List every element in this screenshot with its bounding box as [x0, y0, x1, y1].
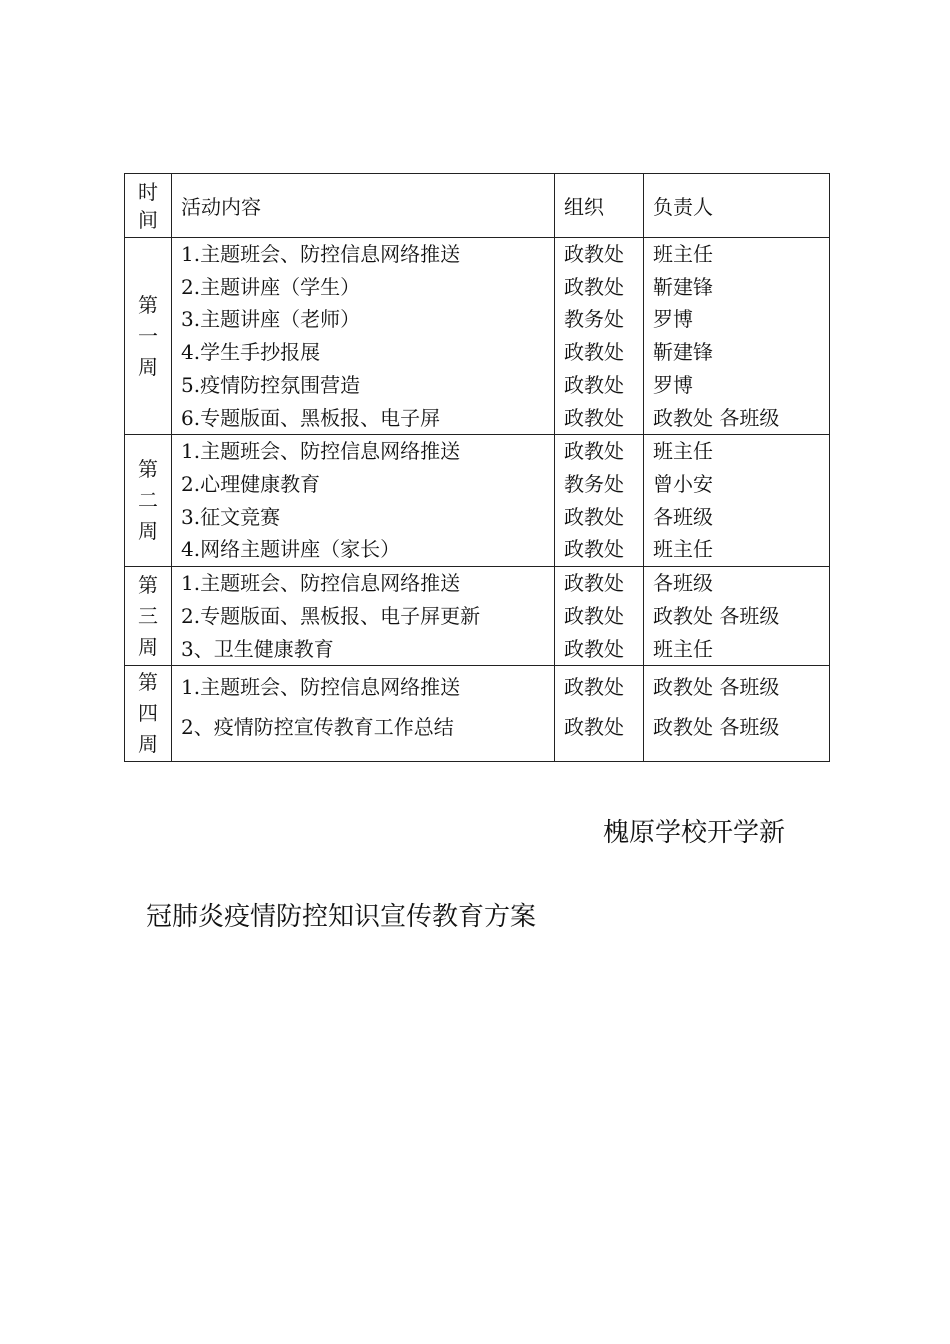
- activity-item: 2、疫情防控宣传教育工作总结: [181, 715, 454, 740]
- header-content: 活动内容: [172, 174, 555, 238]
- header-time-char: 间: [138, 207, 158, 232]
- person-list: [644, 567, 830, 666]
- person-item: 政教处 各班级: [653, 603, 780, 628]
- org-item: 政教处: [564, 603, 624, 628]
- org-item: 政教处: [564, 242, 624, 266]
- table-row-week-3: [125, 567, 830, 666]
- org-item: 教务处: [564, 307, 624, 332]
- person-item: 曾小安: [653, 472, 713, 497]
- week-label-char: 三: [138, 603, 158, 628]
- table-row-week-2: [125, 435, 830, 567]
- activity-list: [172, 666, 555, 762]
- header-person: 负责人: [644, 174, 830, 238]
- person-item: 班主任: [653, 439, 713, 464]
- person-item: 靳建锋: [653, 340, 713, 365]
- activity-item: 1.主题班会、防控信息网络推送: [181, 571, 461, 596]
- week-label-char: 周: [138, 634, 158, 659]
- person-item: 罗博: [653, 372, 693, 397]
- org-item: 政教处: [564, 537, 624, 562]
- org-item: 政教处: [564, 715, 624, 740]
- activity-list: [172, 567, 555, 666]
- table-row-week-1: [125, 238, 830, 435]
- org-item: 政教处: [564, 675, 624, 700]
- week-label: [125, 666, 172, 762]
- org-item: 政教处: [564, 439, 624, 464]
- org-list: [555, 238, 644, 435]
- document-title-line-2: 冠肺炎疫情防控知识宣传教育方案: [146, 902, 537, 932]
- person-item: 班主任: [653, 537, 713, 562]
- week-label-char: 第: [138, 670, 158, 695]
- week-label: [125, 567, 172, 666]
- person-item: 政教处 各班级: [653, 405, 780, 430]
- week-label-char: 第: [138, 457, 158, 482]
- week-label-char: 一: [138, 323, 158, 348]
- person-list: [644, 666, 830, 762]
- activity-item: 4.网络主题讲座（家长）: [181, 537, 401, 562]
- org-item: 政教处: [564, 636, 624, 661]
- document-title-line-1: 槐原学校开学新: [603, 818, 786, 848]
- activity-item: 4.学生手抄报展: [181, 340, 321, 365]
- activity-list: [172, 238, 555, 435]
- person-list: [644, 435, 830, 567]
- org-item: 教务处: [564, 472, 624, 497]
- table-header-row: [125, 174, 830, 238]
- activity-schedule-table: [124, 173, 830, 762]
- person-item: 靳建锋: [653, 274, 713, 299]
- org-item: 政教处: [564, 340, 624, 365]
- activity-item: 2.主题讲座（学生）: [181, 274, 361, 299]
- week-label-char: 周: [138, 732, 158, 757]
- table-row-week-4: [125, 666, 830, 762]
- activity-item: 1.主题班会、防控信息网络推送: [181, 675, 461, 700]
- person-item: 政教处 各班级: [653, 715, 780, 740]
- week-label: [125, 238, 172, 435]
- org-item: 政教处: [564, 405, 624, 430]
- org-item: 政教处: [564, 372, 624, 397]
- week-label-char: 二: [138, 488, 158, 513]
- org-list: [555, 435, 644, 567]
- person-item: 各班级: [653, 504, 713, 529]
- activity-item: 3.征文竞赛: [181, 504, 281, 529]
- header-time-char: 时: [138, 179, 158, 204]
- week-label-char: 第: [138, 572, 158, 597]
- activity-item: 2.心理健康教育: [181, 472, 321, 497]
- person-item: 各班级: [653, 571, 713, 596]
- week-label-char: 周: [138, 519, 158, 544]
- header-org: 组织: [555, 174, 644, 238]
- person-item: 班主任: [653, 242, 713, 266]
- week-label: [125, 435, 172, 567]
- org-item: 政教处: [564, 274, 624, 299]
- activity-item: 1.主题班会、防控信息网络推送: [181, 439, 461, 464]
- week-label-char: 周: [138, 354, 158, 379]
- org-list: [555, 567, 644, 666]
- activity-item: 1.主题班会、防控信息网络推送: [181, 242, 461, 266]
- activity-item: 3.主题讲座（老师）: [181, 307, 361, 332]
- header-time: [125, 174, 172, 238]
- activity-item: 5.疫情防控氛围营造: [181, 372, 361, 397]
- activity-item: 3、卫生健康教育: [181, 636, 334, 661]
- person-item: 罗博: [653, 307, 693, 332]
- activity-item: 6.专题版面、黑板报、电子屏: [181, 405, 441, 430]
- person-item: 政教处 各班级: [653, 675, 780, 700]
- person-list: [644, 238, 830, 435]
- activity-item: 2.专题版面、黑板报、电子屏更新: [181, 603, 481, 628]
- org-list: [555, 666, 644, 762]
- org-item: 政教处: [564, 504, 624, 529]
- activity-list: [172, 435, 555, 567]
- week-label-char: 四: [138, 701, 158, 726]
- person-item: 班主任: [653, 636, 713, 661]
- week-label-char: 第: [138, 292, 158, 317]
- org-item: 政教处: [564, 571, 624, 596]
